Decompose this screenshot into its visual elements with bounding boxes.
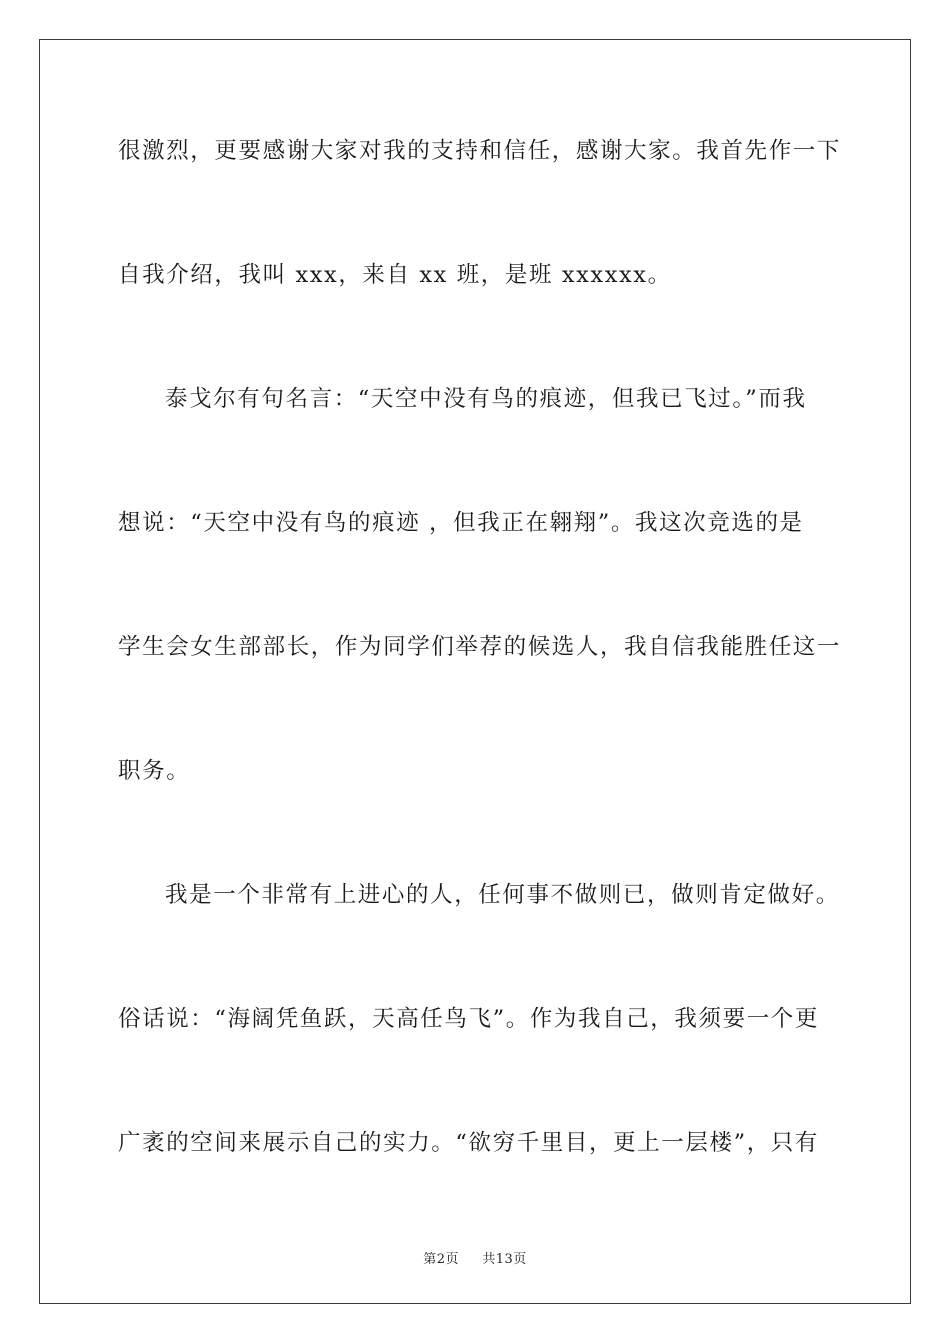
text-line: 俗话说：“海阔凭鱼跃，天高任鸟飞”。作为我自己，我须要一个更	[118, 1006, 820, 1032]
text-line: 学生会女生部部长，作为同学们举荐的候选人，我自信我能胜任这一	[118, 634, 842, 660]
page-border	[39, 39, 911, 1304]
text-line: 想说：“天空中没有鸟的痕迹 ，但我正在翱翔”。我这次竞选的是	[118, 510, 804, 536]
total-pages: 共13页	[482, 1252, 527, 1267]
text-line: 广袤的空间来展示自己的实力。“欲穷千里目，更上一层楼”，只有	[118, 1130, 820, 1156]
text-line: 自我介绍，我叫 xxx，来自 xx 班，是班 xxxxxx。	[118, 262, 672, 288]
page-footer	[0, 1248, 950, 1267]
page-number: 第2页	[423, 1252, 459, 1267]
paragraph-start-line: 我是一个非常有上进心的人，任何事不做则已，做则肯定做好。	[165, 882, 840, 908]
text-line: 很激烈，更要感谢大家对我的支持和信任，感谢大家。我首先作一下	[118, 138, 842, 164]
paragraph-start-line: 泰戈尔有句名言：“天空中没有鸟的痕迹，但我已飞过。”而我	[165, 386, 807, 412]
text-line: 职务。	[118, 758, 191, 784]
